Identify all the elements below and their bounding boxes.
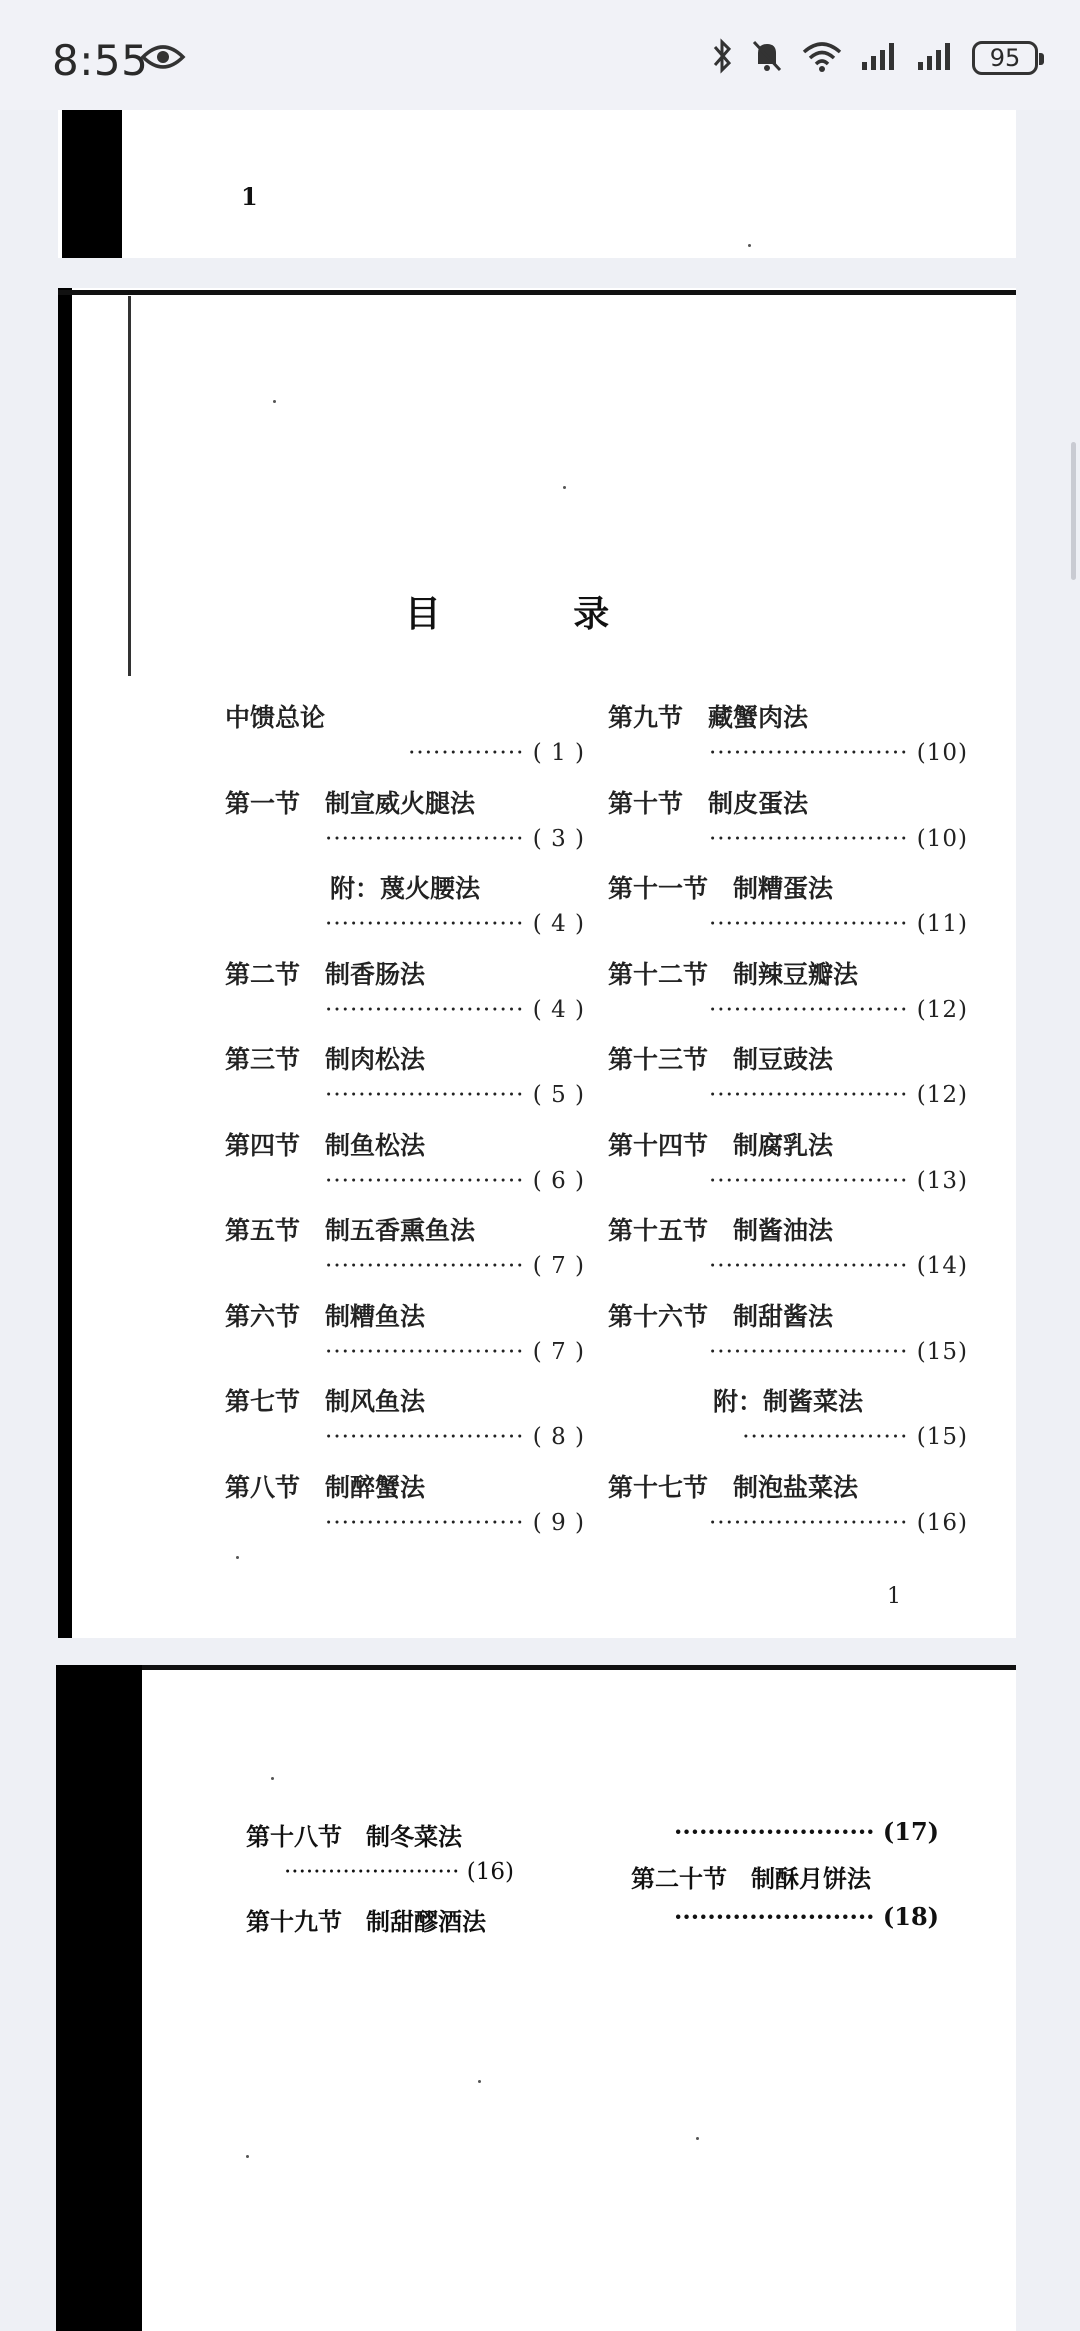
toc-entry-page: ························ (16) — [284, 1859, 514, 1885]
toc-entry-title[interactable]: 第十九节 制甜醪酒法 — [246, 1907, 486, 1936]
signal-icon — [916, 40, 956, 76]
toc-entry-title: 第十四节 制腐乳法 — [608, 1130, 834, 1160]
toc-entry-page: ························ (17) — [674, 1817, 939, 1846]
battery-level: 95 — [989, 44, 1021, 72]
scan-top-border — [142, 1665, 1016, 1670]
toc-entry-title: 第十节 制皮蛋法 — [608, 788, 809, 818]
toc-entry[interactable] — [608, 1382, 968, 1468]
toc-entry-page: ························ (13) — [709, 1167, 968, 1194]
document-page-2[interactable] — [58, 288, 1016, 1638]
toc-column-right — [608, 698, 968, 1553]
toc-entry-title: 第十一节 制糟蛋法 — [608, 874, 834, 903]
toc-entry-title: 第十七节 制泡盐菜法 — [608, 1472, 859, 1502]
toc-entry-page: ························ ( 4 ) — [325, 996, 585, 1023]
scan-binding-edge — [62, 110, 122, 258]
toc-entry-page: ························ (12) — [709, 996, 968, 1023]
toc-entry-page: ························ ( 7 ) — [325, 1338, 585, 1365]
toc-entry[interactable] — [608, 955, 968, 1041]
toc-entry-page: ························ (14) — [709, 1253, 968, 1279]
toc-entry[interactable] — [225, 1126, 585, 1212]
toc-entry-title: 第八节 制醉蟹法 — [225, 1472, 426, 1502]
mute-icon — [750, 38, 784, 78]
toc-entry-page: ························ (10) — [709, 825, 968, 852]
toc-entry[interactable] — [608, 784, 968, 870]
toc-entry[interactable] — [225, 1382, 585, 1468]
toc-entry-page: ························ (11) — [709, 911, 968, 937]
toc-entry-title: 第七节 制风鱼法 — [225, 1387, 426, 1416]
toc-entry-page: ························ ( 4 ) — [325, 911, 585, 937]
toc-entry-page: ························ (10) — [709, 740, 968, 766]
toc-entry-page: ························ ( 6 ) — [325, 1167, 585, 1194]
toc-entry-page: ························ ( 5 ) — [325, 1082, 585, 1108]
status-icons — [710, 38, 1038, 78]
toc-entry-page: ·············· ( 1 ) — [408, 740, 585, 766]
toc-entry-page: ························ ( 8 ) — [325, 1424, 585, 1450]
status-bar — [0, 0, 1080, 110]
toc-entry[interactable] — [608, 1297, 968, 1383]
toc-entry[interactable] — [225, 1040, 585, 1126]
status-time: 8:55 — [52, 36, 149, 85]
toc-entry-title: 第十二节 制辣豆瓣法 — [608, 959, 859, 989]
signal-icon — [860, 40, 900, 76]
scan-speck — [236, 1556, 239, 1559]
toc-entry[interactable] — [608, 1211, 968, 1297]
scan-speck — [273, 400, 276, 403]
scrollbar-thumb[interactable] — [1071, 442, 1076, 580]
toc-entry[interactable] — [608, 869, 968, 955]
scan-speck — [478, 2080, 481, 2083]
toc-entry[interactable] — [608, 1040, 968, 1126]
toc-entry-title: 第九节 藏蟹肉法 — [608, 703, 809, 732]
toc-entry-title: 第十六节 制甜酱法 — [608, 1301, 834, 1331]
toc-entry[interactable] — [225, 1468, 585, 1554]
scan-speck — [748, 244, 751, 247]
toc-entry-title: 第一节 制宣威火腿法 — [225, 788, 476, 818]
toc-entry[interactable] — [225, 1211, 585, 1297]
toc-entry[interactable] — [225, 698, 585, 784]
toc-entry[interactable] — [608, 1126, 968, 1212]
toc-entry-title: 第十五节 制酱油法 — [608, 1216, 834, 1245]
toc-column-left — [225, 698, 585, 1553]
scan-top-border — [58, 290, 1016, 295]
toc-entry[interactable] — [608, 698, 968, 784]
scan-binding-edge — [56, 1665, 142, 2331]
toc-entry-page: ························ (18) — [674, 1902, 939, 1931]
toc-entry-title[interactable]: 第二十节 制酥月饼法 — [631, 1864, 871, 1893]
toc-entry-title: 第二节 制香肠法 — [225, 959, 426, 989]
toc-title: 目 录 — [404, 593, 670, 635]
scan-speck — [246, 2155, 249, 2158]
eye-icon — [140, 42, 186, 76]
toc-entry-title: 第四节 制鱼松法 — [225, 1130, 426, 1160]
toc-entry-title: 第六节 制糟鱼法 — [225, 1301, 426, 1331]
wifi-icon — [800, 38, 844, 78]
toc-entry[interactable] — [608, 1468, 968, 1554]
battery-icon — [972, 41, 1038, 75]
toc-entry[interactable] — [225, 955, 585, 1041]
document-page-1[interactable] — [58, 110, 1016, 258]
toc-entry-title: 附：蔑火腰法 — [330, 874, 481, 903]
toc-entry-page: ························ ( 9 ) — [325, 1509, 585, 1536]
toc-entry-page: ························ (12) — [709, 1082, 968, 1108]
scan-speck — [271, 1777, 274, 1780]
scan-speck — [563, 486, 566, 489]
toc-entry-page: ························ (16) — [709, 1509, 968, 1536]
toc-entry[interactable] — [225, 784, 585, 870]
document-page-3[interactable] — [56, 1665, 1016, 2331]
bluetooth-icon — [710, 38, 734, 78]
toc-entry-title[interactable]: 第十八节 制冬菜法 — [246, 1822, 462, 1851]
toc-entry-page: ························ (15) — [709, 1338, 968, 1365]
toc-entry-title: 中馈总论 — [225, 703, 326, 732]
toc-entry[interactable] — [225, 1297, 585, 1383]
toc-entry-page: ························ ( 3 ) — [325, 825, 585, 852]
toc-entry-title: 附：制酱菜法 — [713, 1387, 864, 1416]
toc-entry-page: ···················· (15) — [742, 1424, 968, 1450]
toc-entry-title: 第十三节 制豆豉法 — [608, 1045, 834, 1074]
toc-entry-title: 第五节 制五香熏鱼法 — [225, 1216, 476, 1245]
page-number: 1 — [241, 182, 258, 211]
toc-entry-title: 第三节 制肉松法 — [225, 1045, 426, 1074]
toc-entry-page: ························ ( 7 ) — [325, 1253, 585, 1279]
scan-binding-edge — [58, 288, 72, 1638]
page-number: 1 — [887, 1584, 901, 1609]
scan-speck — [696, 2137, 699, 2140]
toc-entry[interactable] — [225, 869, 585, 955]
